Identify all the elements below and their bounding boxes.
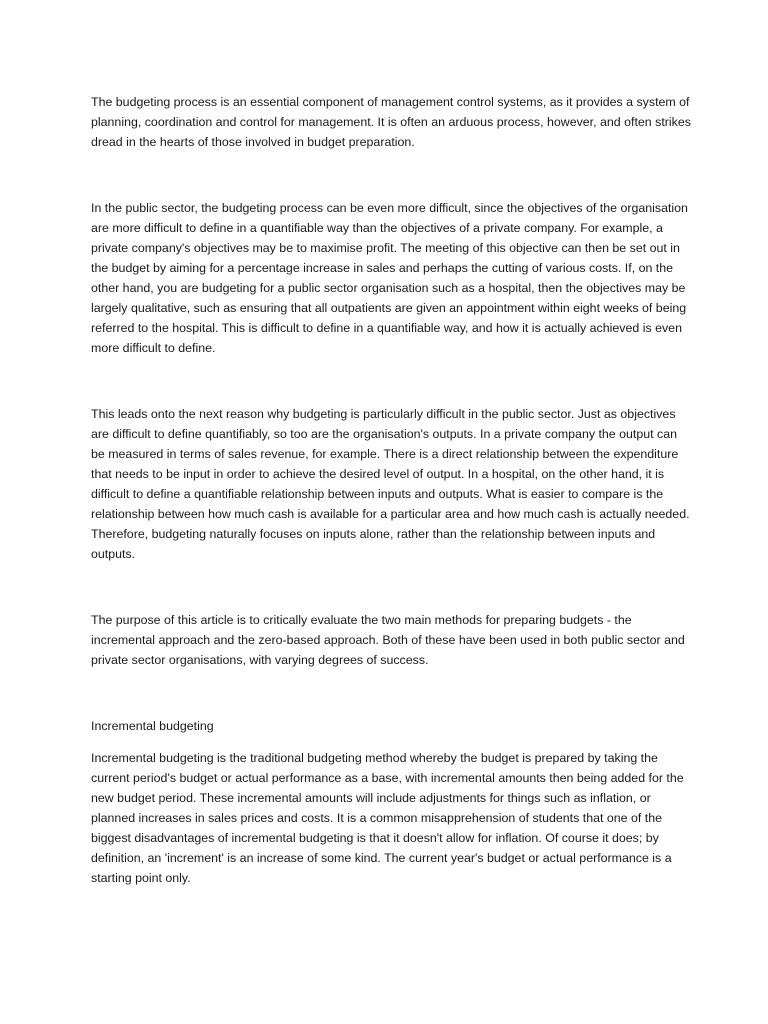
purpose-paragraph: The purpose of this article is to critically evaluate the two main methods for preparing budgets - the incremental approach and the zero-based approach. Both of these have been used in both public sector and private sector organisations, with varying degrees of success. [91, 613, 685, 667]
paragraph-spacer [91, 152, 691, 198]
outputs-paragraph: This leads onto the next reason why budgeting is particularly difficult in the public sector. Just as objectives are difficult to define quantifiably, so too are the organisation's outputs. In a private company the output can be measured in terms of sales revenue, for example. There is a direct relationship between the expenditure that needs to be input in order to achieve the desired level of output. In a hospital, on the other hand, it is difficult to define a quantifiable relationship between inputs and outputs. What is easier to compare is the relationship between how much cash is available for a particular area and how much cash is actually needed. Therefore, budgeting naturally focuses on inputs alone, rather than the relationship between inputs and outputs. [91, 407, 690, 561]
incremental-budgeting-paragraph: Incremental budgeting is the traditional budgeting method whereby the budget is prepared by taking the current period's budget or actual performance as a base, with incremental amounts then being added for the new budget period. These incremental amounts will include adjustments for things such as inflation, or planned increases in sales prices and costs. It is a common misapprehension of students that one of the biggest disadvantages of incremental budgeting is that it doesn't allow for inflation. Of course it does; by definition, an 'increment' is an increase of some kind. The current year's budget or actual performance is a starting point only. [91, 751, 684, 885]
paragraph-spacer [91, 670, 691, 716]
paragraph-spacer [91, 564, 691, 610]
heading-spacer [91, 736, 691, 748]
document-body [91, 92, 691, 888]
incremental-budgeting-heading: Incremental budgeting [91, 719, 214, 733]
intro-paragraph: The budgeting process is an essential component of management control systems, as it provides a system of planning, coordination and control for management. It is often an arduous process, however, and often strikes dread in the hearts of those involved in budget preparation. [91, 95, 691, 149]
paragraph-spacer [91, 358, 691, 404]
public-sector-paragraph: In the public sector, the budgeting process can be even more difficult, since the objectives of the organisation are more difficult to define in a quantifiable way than the objectives of a private company. For example, a private company's objectives may be to maximise profit. The meeting of this objective can then be set out in the budget by aiming for a percentage increase in sales and perhaps the cutting of various costs. If, on the other hand, you are budgeting for a public sector organisation such as a hospital, then the objectives may be largely qualitative, such as ensuring that all outpatients are given an appointment within eight weeks of being referred to the hospital. This is difficult to define in a quantifiable way, and how it is actually achieved is even more difficult to define. [91, 201, 688, 355]
